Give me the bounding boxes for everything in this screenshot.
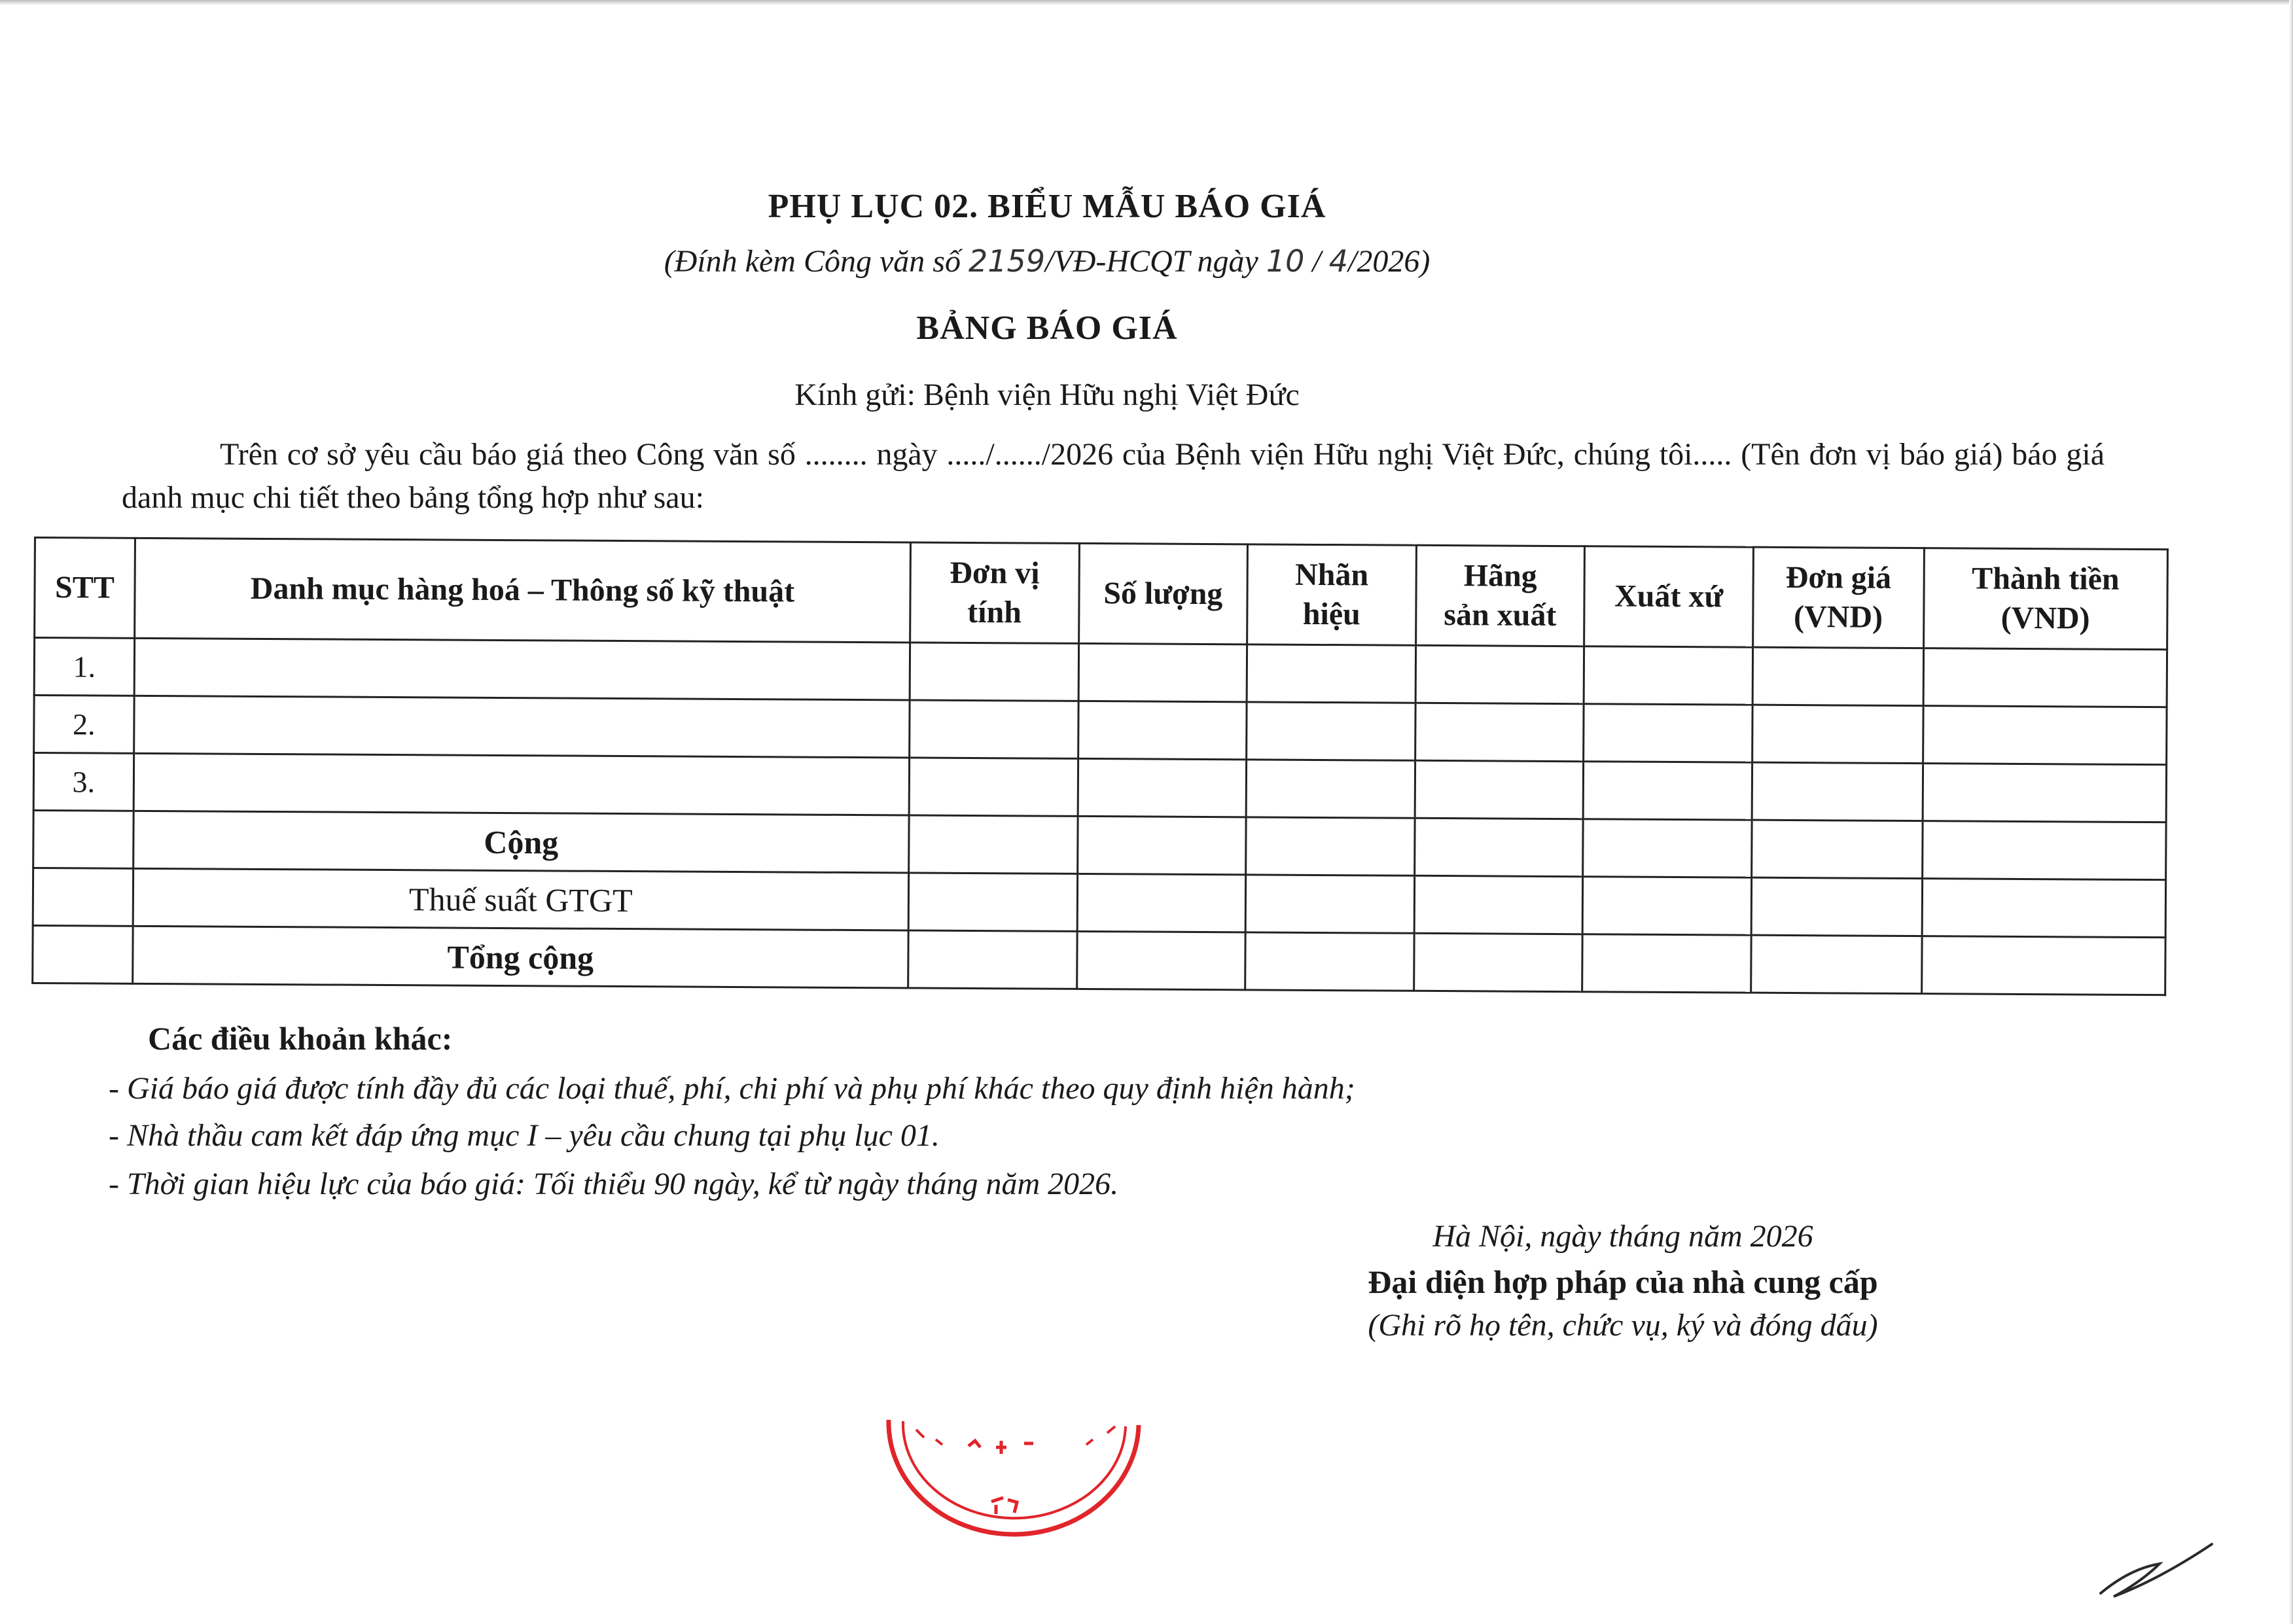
unit-cell — [909, 758, 1078, 816]
header-total-line2: (VND) — [2000, 600, 2090, 636]
origin-cell — [1584, 704, 1752, 762]
header-brand-line2: hiệu — [1302, 596, 1360, 632]
signature-title: Đại diện hợp pháp của nhà cung cấp — [1368, 1263, 1878, 1300]
empty-cell — [1921, 936, 2165, 995]
empty-cell — [1413, 933, 1582, 991]
empty-cell — [1076, 931, 1245, 989]
unit-price-cell — [1752, 705, 1923, 763]
item-cell — [134, 638, 910, 700]
empty-cell — [1583, 819, 1752, 877]
grand-total-row — [33, 925, 2165, 995]
scan-edge-top — [0, 0, 2293, 5]
stamp-glyph-marks — [969, 1441, 1033, 1454]
empty-cell — [1922, 821, 2166, 880]
signature-note: (Ghi rõ họ tên, chức vụ, ký và đóng dấu) — [1368, 1308, 1878, 1343]
quantity-cell — [1078, 643, 1247, 701]
stamp-lower-marks — [991, 1498, 1017, 1514]
empty-cell — [1582, 934, 1751, 993]
unit-cell — [910, 643, 1078, 701]
table-header-row — [35, 538, 2168, 650]
handwritten-day: 10 — [1266, 243, 1305, 279]
empty-cell — [1414, 875, 1583, 934]
attachment-reference — [0, 243, 2094, 279]
attach-mid: /VĐ-HCQT ngày — [1045, 244, 1266, 279]
header-manufacturer — [1415, 545, 1584, 646]
item-cell — [133, 753, 910, 815]
header-total-line1: Thành tiền — [1972, 561, 2120, 597]
total-cell — [1923, 764, 2167, 822]
empty-cell — [909, 815, 1078, 874]
header-quantity: Số lượng — [1078, 543, 1247, 644]
greeting: Kính gửi: Bệnh viện Hữu nghị Việt Đức — [794, 378, 1300, 412]
stt-empty-cell — [33, 811, 133, 869]
stt-empty-cell — [33, 868, 133, 927]
unit-cell — [910, 700, 1078, 758]
initials-stroke — [2101, 1544, 2212, 1597]
row-number: 2. — [34, 696, 134, 754]
intro-paragraph: Trên cơ sở yêu cầu báo giá theo Công văn số ........ ngày ...../....../2026 của Bệnh viện Hữu nghị Việt Đức, chúng tôi..... (Tên đơn vị báo giá) báo giá danh mục chi tiết theo bảng tổng hợp như sau: — [122, 437, 2105, 515]
header-total — [1923, 548, 2167, 650]
appendix-title: PHỤ LỤC 02. BIỂU MẪU BÁO GIÁ — [768, 188, 1326, 225]
brand-cell — [1247, 702, 1415, 760]
empty-cell — [908, 873, 1077, 931]
header-brand — [1247, 544, 1416, 645]
empty-cell — [1077, 816, 1246, 874]
attach-prefix: (Đính kèm Công văn số — [664, 244, 969, 279]
stamp-tick-marks — [916, 1426, 1115, 1445]
quantity-cell — [1078, 758, 1247, 817]
empty-cell — [1245, 875, 1414, 933]
date-separator: / — [1304, 244, 1329, 279]
empty-cell — [1414, 818, 1583, 876]
manufacturer-cell — [1415, 645, 1584, 703]
quotation-title: BẢNG BÁO GIÁ — [916, 309, 1178, 347]
row-number: 3. — [33, 753, 133, 811]
empty-cell — [1751, 877, 1922, 936]
origin-cell — [1583, 762, 1752, 820]
stamp-inner-arc — [903, 1421, 1126, 1518]
term-item: - Nhà thầu cam kết đáp ứng mục I – yêu cầu chung tại phụ lục 01. — [109, 1118, 940, 1153]
scan-edge-right — [2289, 0, 2293, 1624]
empty-cell — [1752, 820, 1923, 878]
header-manufacturer-line1: Hãng — [1463, 558, 1537, 593]
handwritten-month: 4 — [1328, 243, 1348, 279]
term-item: - Thời gian hiệu lực của báo giá: Tối thiểu 90 ngày, kể từ ngày tháng năm 2026. — [109, 1167, 1119, 1201]
header-unit — [910, 542, 1079, 643]
empty-cell — [1582, 877, 1751, 935]
header-stt: STT — [35, 538, 135, 639]
empty-cell — [1077, 874, 1246, 932]
origin-cell — [1584, 646, 1752, 705]
manufacturer-cell — [1415, 760, 1584, 819]
red-seal-stamp — [877, 1407, 1152, 1544]
empty-cell — [908, 930, 1077, 989]
quotation-table — [31, 537, 2169, 996]
empty-cell — [1246, 817, 1415, 875]
empty-cell — [1922, 879, 2166, 938]
grand-total-label: Tổng cộng — [133, 926, 909, 988]
total-cell — [1923, 648, 2167, 707]
header-unit-price-line1: Đơn giá — [1785, 559, 1892, 595]
header-manufacturer-line2: sản xuất — [1444, 597, 1557, 633]
handwritten-initials — [2088, 1531, 2218, 1610]
empty-cell — [1751, 935, 1922, 993]
header-unit-price-line2: (VND) — [1793, 599, 1883, 635]
row-number: 1. — [34, 638, 134, 696]
terms-heading: Các điều khoản khác: — [148, 1020, 453, 1057]
stt-empty-cell — [33, 925, 133, 983]
vat-label: Thuế suất GTGT — [133, 868, 909, 930]
signature-place-date: Hà Nội, ngày tháng năm 2026 — [1432, 1219, 1813, 1254]
subtotal-label: Cộng — [133, 811, 909, 873]
brand-cell — [1247, 644, 1415, 703]
quantity-cell — [1078, 701, 1247, 759]
header-unit-line1: Đơn vị — [950, 555, 1040, 591]
item-cell — [133, 696, 910, 758]
handwritten-doc-number: 2159 — [968, 243, 1046, 279]
term-item: - Giá báo giá được tính đầy đủ các loại thuế, phí, chi phí và phụ phí khác theo quy định hiện hành; — [109, 1071, 1355, 1106]
empty-cell — [1245, 932, 1414, 991]
unit-price-cell — [1752, 647, 1923, 705]
header-unit-line2: tính — [967, 594, 1022, 630]
attach-suffix: /2026) — [1347, 244, 1431, 279]
header-unit-price — [1753, 547, 1925, 648]
manufacturer-cell — [1415, 703, 1584, 761]
header-origin: Xuất xứ — [1584, 546, 1753, 647]
header-brand-line1: Nhãn — [1294, 557, 1369, 593]
header-item: Danh mục hàng hoá – Thông số kỹ thuật — [134, 538, 910, 643]
brand-cell — [1246, 760, 1415, 818]
total-cell — [1923, 706, 2167, 765]
unit-price-cell — [1752, 762, 1923, 821]
